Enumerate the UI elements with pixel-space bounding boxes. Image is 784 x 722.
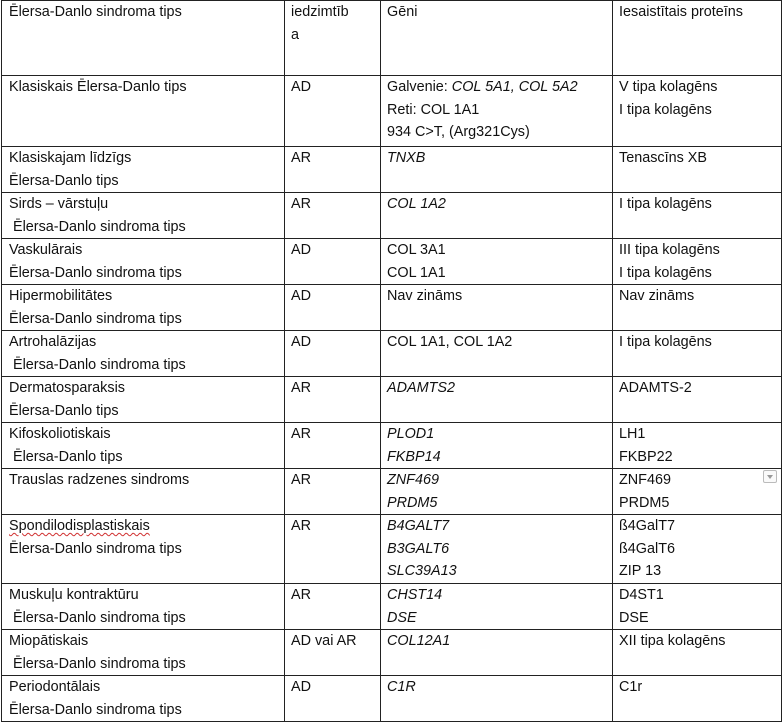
type-cell: Klasiskajam līdzīgs Ēlersa-Danlo tips	[2, 147, 285, 193]
inheritance-cell: AR	[285, 515, 381, 584]
table-row	[2, 76, 782, 147]
genes-cell: PLOD1 FKBP14	[381, 423, 613, 469]
header-cell-inheritance: iedzimtīb a	[285, 1, 381, 76]
type-cell: Sirds – vārstuļu Ēlersa-Danlo sindroma tips	[2, 193, 285, 239]
protein-cell: Nav zināms	[613, 285, 782, 331]
protein-cell: Tenascīns XB	[613, 147, 782, 193]
type-cell: Dermatosparaksis Ēlersa-Danlo tips	[2, 377, 285, 423]
genes-cell: Nav zināms	[381, 285, 613, 331]
protein-cell: ZNF469 PRDM5	[613, 469, 782, 515]
inheritance-cell: AR	[285, 377, 381, 423]
type-cell: Artrohalāzijas Ēlersa-Danlo sindroma tips	[2, 331, 285, 377]
ehlers-danlos-table	[1, 0, 782, 722]
protein-cell: ß4GalT7 ß4GalT6 ZIP 13	[613, 515, 782, 584]
genes-cell: COL12A1	[381, 630, 613, 676]
header-cell-genes: Gēni	[381, 1, 613, 76]
inheritance-cell: AR	[285, 147, 381, 193]
inheritance-cell: AD	[285, 285, 381, 331]
table-row	[2, 676, 782, 722]
protein-cell: III tipa kolagēns I tipa kolagēns	[613, 239, 782, 285]
type-cell: Klasiskais Ēlersa-Danlo tips	[2, 76, 285, 147]
protein-cell: C1r	[613, 676, 782, 722]
table-row	[2, 423, 782, 469]
header-cell-type: Ēlersa-Danlo sindroma tips	[2, 1, 285, 76]
genes-cell: B4GALT7 B3GALT6 SLC39A13	[381, 515, 613, 584]
inheritance-cell: AD	[285, 76, 381, 147]
table-row	[2, 147, 782, 193]
table-row	[2, 377, 782, 423]
genes-cell: COL 1A2	[381, 193, 613, 239]
table-row	[2, 630, 782, 676]
genes-cell: C1R	[381, 676, 613, 722]
genes-cell: ADAMTS2	[381, 377, 613, 423]
table-row	[2, 193, 782, 239]
header-cell-protein: Iesaistītais proteīns	[613, 1, 782, 76]
protein-cell: V tipa kolagēns I tipa kolagēns	[613, 76, 782, 147]
type-cell: Miopātiskais Ēlersa-Danlo sindroma tips	[2, 630, 285, 676]
table-row	[2, 469, 782, 515]
type-cell: Kifoskoliotiskais Ēlersa-Danlo tips	[2, 423, 285, 469]
type-cell: Hipermobilitātes Ēlersa-Danlo sindroma tips	[2, 285, 285, 331]
type-cell: Vaskulārais Ēlersa-Danlo sindroma tips	[2, 239, 285, 285]
table-row	[2, 584, 782, 630]
inheritance-cell: AD	[285, 676, 381, 722]
inheritance-cell: AD vai AR	[285, 630, 381, 676]
protein-cell: I tipa kolagēns	[613, 331, 782, 377]
table-row	[2, 285, 782, 331]
inheritance-cell: AD	[285, 331, 381, 377]
protein-cell: XII tipa kolagēns	[613, 630, 782, 676]
inheritance-cell: AR	[285, 423, 381, 469]
protein-cell: ADAMTS-2	[613, 377, 782, 423]
dropdown-arrow-icon[interactable]	[763, 470, 777, 483]
inheritance-cell: AD	[285, 239, 381, 285]
table-row	[2, 515, 782, 584]
genes-cell: ZNF469 PRDM5	[381, 469, 613, 515]
genes-cell: COL 1A1, COL 1A2	[381, 331, 613, 377]
genes-cell: Galvenie: COL 5A1, COL 5A2 Reti: COL 1A1 934 C>T, (Arg321Cys)	[381, 76, 613, 147]
type-cell: Periodontālais Ēlersa-Danlo sindroma tips	[2, 676, 285, 722]
type-cell: Trauslas radzenes sindroms	[2, 469, 285, 515]
protein-cell: LH1 FKBP22	[613, 423, 782, 469]
table-row	[2, 239, 782, 285]
inheritance-cell: AR	[285, 584, 381, 630]
type-cell: Spondilodisplastiskais Ēlersa-Danlo sindroma tips	[2, 515, 285, 584]
protein-cell: D4ST1 DSE	[613, 584, 782, 630]
genes-cell: COL 3A1 COL 1A1	[381, 239, 613, 285]
table-row	[2, 331, 782, 377]
header-row	[2, 1, 782, 76]
protein-cell: I tipa kolagēns	[613, 193, 782, 239]
genes-cell: TNXB	[381, 147, 613, 193]
type-cell: Muskuļu kontraktūru Ēlersa-Danlo sindroma tips	[2, 584, 285, 630]
inheritance-cell: AR	[285, 193, 381, 239]
genes-cell: CHST14 DSE	[381, 584, 613, 630]
inheritance-cell: AR	[285, 469, 381, 515]
